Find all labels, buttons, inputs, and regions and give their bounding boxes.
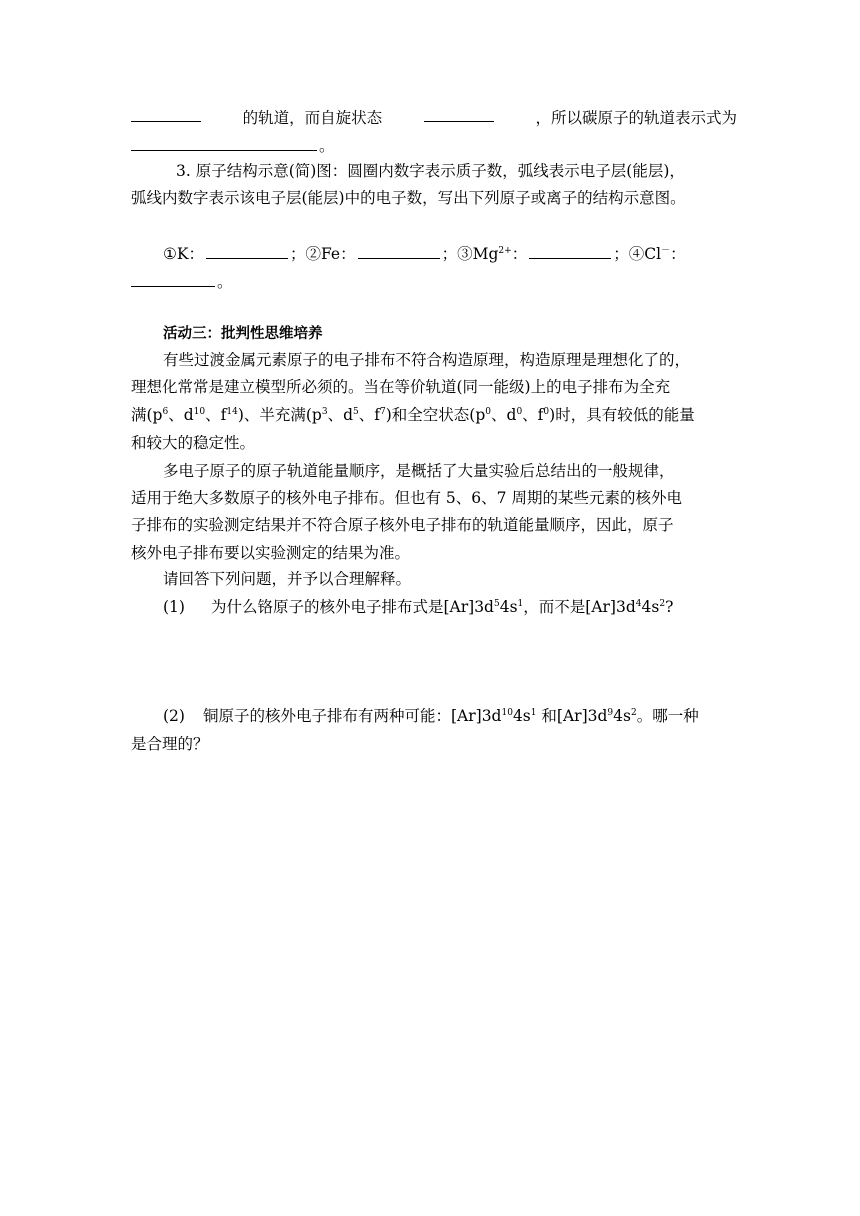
- superscript: 3: [321, 406, 328, 417]
- text-segment: 和[Ar]3d: [536, 707, 608, 725]
- ion-cl-label: ④Cl: [628, 245, 662, 263]
- ion-k-label: ①K：: [163, 245, 204, 263]
- colon: ：: [670, 245, 686, 263]
- text-segment: 4s: [613, 707, 631, 725]
- text-segment: 铜原子的核外电子排布有两种可能：[Ar]3d: [203, 707, 502, 725]
- question-2-line-2: 是合理的？: [131, 735, 209, 753]
- text-segment: 、d: [327, 406, 354, 424]
- superscript: 5: [353, 406, 359, 417]
- superscript: 2: [659, 598, 666, 609]
- ion-list-line-end: [131, 270, 737, 294]
- superscript: 1: [517, 598, 524, 609]
- text-segment: 、f: [358, 406, 380, 424]
- text-segment: 、d: [168, 406, 194, 424]
- text-segment: 。: [217, 273, 233, 291]
- text-segment: )、半充满(p: [237, 406, 322, 424]
- text-segment: 、f: [205, 406, 227, 424]
- superscript: 9: [607, 707, 614, 718]
- text-segment: 4s: [499, 598, 518, 616]
- text-segment: 4s: [512, 707, 531, 725]
- answer-blank[interactable]: [424, 106, 494, 122]
- text-segment: )和全空状态(p: [385, 406, 486, 424]
- separator: ；: [441, 245, 458, 263]
- superscript: 0: [543, 406, 550, 417]
- superscript: 10: [193, 406, 206, 417]
- superscript: 14: [226, 406, 238, 417]
- para2-line-1: 多电子原子的原子轨道能量顺序，是概括了大量实验后总结出的一般规律，: [163, 462, 675, 480]
- answer-blank[interactable]: [131, 106, 201, 122]
- item-3-line-1: 3. 原子结构示意(简)图：圆圈内数字表示质子数，弧线表示电子层(能层)，: [176, 162, 685, 180]
- colon: ：: [511, 245, 528, 263]
- ion-mg-label: ③Mg: [457, 245, 499, 263]
- item-3-line-2: 弧线内数字表示该电子层(能层)中的电子数，写出下列原子或离子的结构示意图。: [131, 189, 686, 207]
- superscript: 1: [530, 707, 537, 718]
- superscript: 4: [635, 598, 642, 609]
- answer-blank[interactable]: [131, 135, 317, 151]
- text-segment: 。: [319, 137, 335, 155]
- ion-list-line: [163, 242, 737, 266]
- question-number: (2): [163, 707, 185, 725]
- superscript: 0: [485, 406, 491, 417]
- para1-line-1: 有些过渡金属元素原子的电子排布不符合构造原理，构造原理是理想化了的，: [163, 351, 691, 369]
- text-segment: 4s: [641, 598, 660, 616]
- answer-blank[interactable]: [206, 243, 288, 259]
- text-segment: 。哪一种: [636, 707, 699, 725]
- question-1: [163, 595, 737, 619]
- ion-fe-label: ②Fe：: [305, 245, 356, 263]
- superscript: 6: [162, 406, 169, 417]
- text-segment: 满(p: [131, 406, 163, 424]
- activity-heading: 活动三：批判性思维培养: [163, 326, 323, 342]
- question-2: [163, 704, 737, 728]
- superscript: 7: [380, 406, 386, 417]
- para1-line-3: [131, 403, 737, 427]
- para2-line-2: 适用于绝大多数原子的核外电子排布。但也有 5、6、7 周期的某些元素的核外电: [131, 489, 682, 507]
- text-line-orbital-end: [131, 134, 737, 158]
- question-number: (1): [163, 598, 185, 616]
- superscript: －: [661, 245, 671, 256]
- para2-line-3: 子排布的实验测定结果并不符合原子核外电子排布的轨道能量顺序，因此，原子: [131, 516, 674, 534]
- question-prompt: 请回答下列问题，并予以合理解释。: [163, 570, 412, 588]
- superscript: 2+: [498, 245, 512, 256]
- separator: ；: [613, 245, 629, 263]
- text-segment: 为什么铬原子的核外电子排布式是[Ar]3d: [211, 598, 494, 616]
- para1-line-2: 理想化常常是建立模型所必须的。当在等价轨道(同一能级)上的电子排布为全充: [131, 378, 671, 396]
- text-segment: 的轨道，而自旋状态: [242, 109, 383, 127]
- answer-blank[interactable]: [358, 243, 440, 259]
- superscript: 2: [630, 707, 637, 718]
- para2-line-4: 核外电子排布要以实验测定的结果为准。: [131, 544, 411, 562]
- superscript: 0: [516, 406, 523, 417]
- text-segment: 、f: [522, 406, 544, 424]
- answer-blank[interactable]: [529, 243, 611, 259]
- superscript: 10: [501, 707, 513, 718]
- separator: ；: [289, 245, 306, 263]
- text-segment: 、d: [491, 406, 517, 424]
- text-segment: ，所以碳原子的轨道表示式为: [535, 109, 737, 127]
- text-line-orbital: [131, 106, 737, 130]
- superscript: 5: [493, 598, 500, 609]
- text-segment: ，而不是[Ar]3d: [523, 598, 636, 616]
- answer-blank[interactable]: [131, 271, 215, 287]
- text-segment: ?: [665, 598, 674, 616]
- text-segment: )时，具有较低的能量: [549, 406, 695, 424]
- para1-line-4: 和较大的稳定性。: [131, 434, 256, 452]
